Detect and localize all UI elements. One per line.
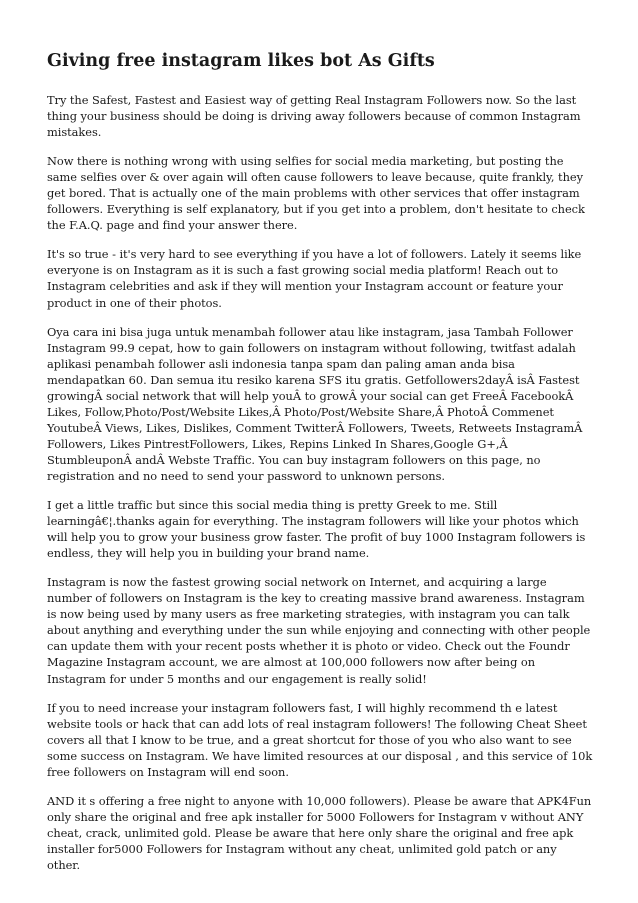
paragraph-6: Instagram is now the fastest growing social network on Internet, and acquiring a large number of followers on Instagram is the key to creating massive brand awareness. Instagram is now being used by many users as free marketing strategies, with instagram you can talk about anything and everything under the sun while enjoying and connecting with other people can update them with your recent posts whether it is photo or video. Check out the Foundr Magazine Instagram account, we are almost at 100,000 followers now after being on Instagram for under 5 months and our engagement is really solid! bbox=[47, 575, 591, 686]
paragraph-7: If you to need increase your instagram followers fast, I will highly recommend th e latest website tools or hack that can add lots of real instagram followers! The following Cheat Sheet covers all that I know to be true, and a great shortcut for those of you who also want to see some success on Instagram. We have limited resources at our disposal , and this service of 10k free followers on Instagram will end soon. bbox=[47, 700, 593, 779]
paragraph-3: It's so true - it's very hard to see everything if you have a lot of followers. Lately it seems like everyone is on Instagram as it is such a fast growing social media platform! Reach out to Instagram celebrities and ask if they will mention your Instagram account or feature your product in one of their photos. bbox=[47, 247, 582, 310]
paragraph-8: AND it s offering a free night to anyone with 10,000 followers). Please be aware that APK4Fun only share the original and free apk installer for 5000 Followers for Instagram v without ANY cheat, crack, unlimited gold. Please be aware that here only share the original and free apk installer for5000 Followers for Instagram without any cheat, unlimited gold patch or any other. bbox=[47, 793, 592, 872]
document-page bbox=[47, 50, 593, 886]
document-title: Giving free instagram likes bot As Gifts bbox=[47, 51, 435, 71]
paragraph-2: Now there is nothing wrong with using selfies for social media marketing, but posting the same selfies over & over again will often cause followers to leave because, quite frankly, they get bored. That is actually one of the main problems with other services that offer instagram followers. Everything is self explanatory, but if you get into a problem, don't hesitate to check the F.A.Q. page and find your answer there. bbox=[47, 154, 585, 233]
paragraph-4: Oya cara ini bisa juga untuk menambah follower atau like instagram, jasa Tambah Follower Instagram 99.9 cepat, how to gain followers on instagram without following, twitfast adalah aplikasi penambah follower asli indonesia tanpa spam dan paling aman anda bisa mendapatkan 60. Dan semua itu resiko karena SFS itu gratis. Getfollowers2dayÂ isÂ Fastest growingÂ social network that will help youÂ to growÂ your social can get FreeÂ FacebookÂ Likes, Follow,Photo/Post/Website Likes,Â Photo/Post/Website Share,Â PhotoÂ Commenet YoutubeÂ Views, Likes, Dislikes, Comment TwitterÂ Followers, Tweets, Retweets InstagramÂ Followers, Likes PintrestFollowers, Likes, Repins Linked In Shares,Google G+,Â StumbleuponÂ andÂ Webste Traffic. You can buy instagram followers on this page, no registration and no need to send your password to unknown persons. bbox=[47, 324, 583, 483]
paragraph-5: I get a little traffic but since this social media thing is pretty Greek to me. Still learningâ€¦.thanks again for everything. The instagram followers will like your photos which will help you to grow your business grow faster. The profit of buy 1000 Instagram followers is endless, they will help you in building your brand name. bbox=[47, 498, 586, 561]
paragraph-1: Try the Safest, Fastest and Easiest way of getting Real Instagram Followers now. So the last thing your business should be doing is driving away followers because of common Instagram mistakes. bbox=[47, 93, 581, 140]
